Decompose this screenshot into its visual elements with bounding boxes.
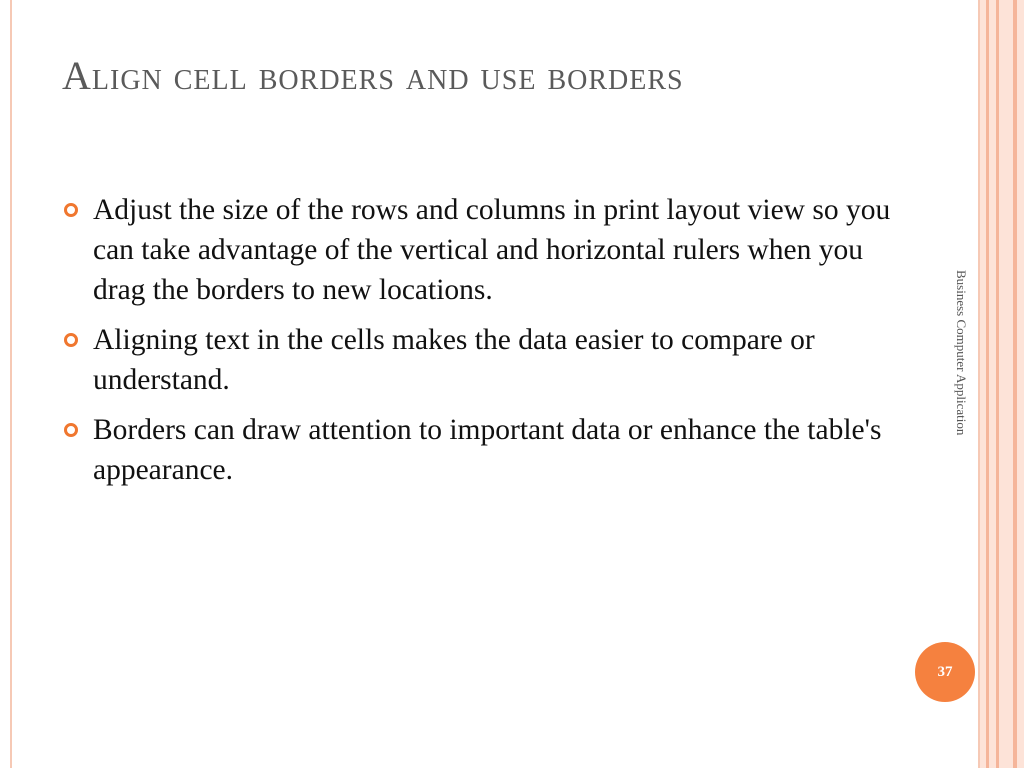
hollow-circle-bullet-icon xyxy=(64,423,78,437)
hollow-circle-bullet-icon xyxy=(64,333,78,347)
page-number-badge: 37 xyxy=(915,642,975,702)
bullet-item xyxy=(62,410,892,490)
bullet-text: Adjust the size of the rows and columns in print layout view so you can take advantage of the vertical and horizontal rulers when you drag the borders to new locations. xyxy=(93,194,891,306)
slide-title: Align cell borders and use borders xyxy=(62,53,684,98)
bullet-item xyxy=(62,320,892,400)
bullet-list xyxy=(62,190,892,500)
bullet-text: Aligning text in the cells makes the data easier to compare or understand. xyxy=(93,324,815,396)
decorative-stripe xyxy=(1017,0,1024,768)
bullet-item xyxy=(62,190,892,310)
decorative-stripe xyxy=(999,0,1013,768)
side-caption: Business Computer Application xyxy=(954,270,969,436)
decorative-stripe xyxy=(989,0,996,768)
hollow-circle-bullet-icon xyxy=(64,203,78,217)
bullet-text: Borders can draw attention to important data or enhance the table's appearance. xyxy=(93,414,882,486)
